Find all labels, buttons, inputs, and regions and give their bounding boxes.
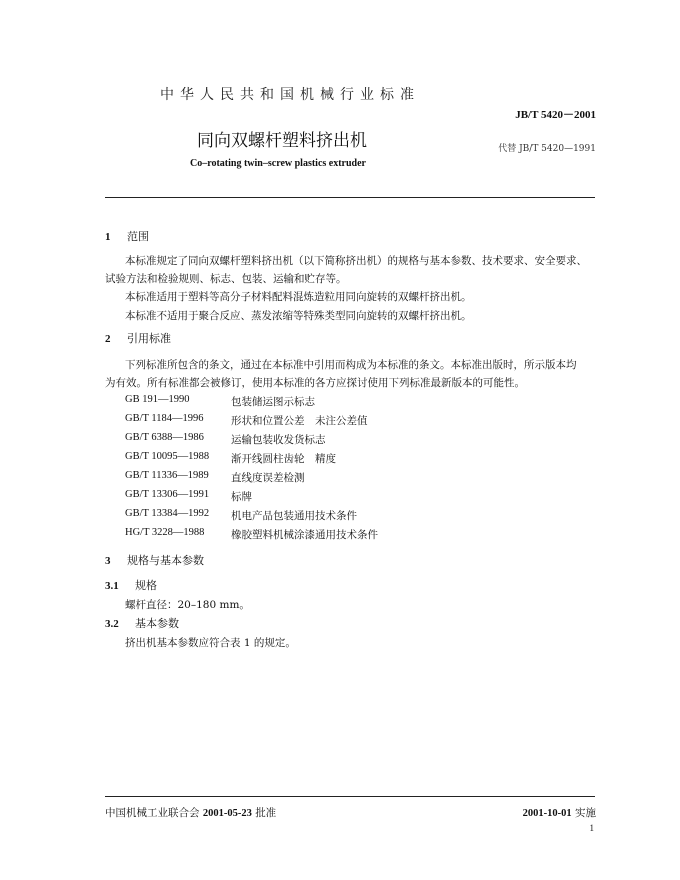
page-number: 1: [589, 823, 594, 833]
effective-info: [523, 805, 596, 820]
document-title-en: Co–rotating twin–screw plastics extruder: [190, 158, 366, 169]
scope-paragraph-line: 本标准规定了同向双螺杆塑料挤出机（以下简称挤出机）的规格与基本参数、技术要求、安全要求、: [125, 255, 587, 267]
reference-title: 形状和位置公差 未注公差值: [231, 415, 368, 427]
reference-title: 包装储运图示标志: [231, 396, 315, 408]
approve-label: 批准: [255, 807, 277, 819]
reference-title: 机电产品包装通用技术条件: [231, 510, 357, 522]
reference-title: 橡胶塑料机械涂漆通用技术条件: [231, 529, 378, 541]
section-title: 引用标准: [127, 332, 171, 345]
header-divider: [105, 197, 595, 198]
section-1-heading: [105, 228, 149, 244]
reference-code: GB/T 1184—1996: [125, 413, 204, 424]
footer-divider: [105, 796, 595, 797]
approval-info: [105, 805, 276, 820]
document-title-cn: 同向双螺杆塑料挤出机: [197, 131, 367, 151]
section-2-heading: [105, 330, 171, 346]
reference-title: 运输包装收发货标志: [231, 434, 326, 446]
subsection-title: 基本参数: [135, 617, 179, 630]
subsection-3-2-heading: [105, 615, 179, 631]
reference-code: GB/T 6388—1986: [125, 432, 204, 443]
reference-title: 直线度误差检测: [231, 472, 305, 484]
section-number: 3: [105, 555, 111, 567]
reference-code: GB/T 13384—1992: [125, 508, 210, 519]
reference-code: GB 191—1990: [125, 394, 190, 405]
subsection-number: 3.1: [105, 580, 119, 592]
section-number: 2: [105, 333, 111, 345]
section-title: 范围: [127, 230, 149, 243]
issuer: 中国机械工业联合会: [105, 807, 200, 819]
standard-number: JB/T 5420－2001: [515, 109, 596, 121]
reference-title: 渐开线圆柱齿轮 精度: [231, 453, 336, 465]
subsection-number: 3.2: [105, 618, 119, 630]
section-title: 规格与基本参数: [127, 554, 204, 567]
replaces-standard: 代替 JB/T 5420—1991: [498, 144, 596, 154]
basic-parameters-text: 挤出机基本参数应符合表 1 的规定。: [125, 637, 296, 649]
screw-diameter-spec: 螺杆直径：20–180 mm。: [125, 599, 250, 611]
scope-applicability: 本标准适用于塑料等高分子材料配料混炼造粒用同向旋转的双螺杆挤出机。: [125, 291, 472, 303]
reference-title: 标牌: [231, 491, 252, 503]
references-paragraph-line: 下列标准所包含的条文，通过在本标准中引用而构成为本标准的条文。本标准出版时，所示版本均: [125, 359, 577, 371]
standard-category: 中华人民共和国机械行业标准: [160, 87, 420, 103]
scope-exclusion: 本标准不适用于聚合反应、蒸发浓缩等特殊类型同向旋转的双螺杆挤出机。: [125, 310, 472, 322]
subsection-title: 规格: [135, 579, 157, 592]
approve-date: 2001-05-23: [202, 808, 252, 819]
section-3-heading: [105, 552, 204, 568]
subsection-3-1-heading: [105, 577, 157, 593]
references-paragraph-line: 为有效。所有标准都会被修订，使用本标准的各方应探讨使用下列标准最新版本的可能性。: [105, 377, 525, 389]
reference-code: GB/T 13306—1991: [125, 489, 210, 500]
reference-code: GB/T 10095—1988: [125, 451, 210, 462]
scope-paragraph-line: 试验方法和检验规则、标志、包装、运输和贮存等。: [105, 273, 347, 285]
reference-code: GB/T 11336—1989: [125, 470, 209, 481]
effective-label: 实施: [575, 807, 596, 819]
section-number: 1: [105, 231, 111, 243]
reference-code: HG/T 3228—1988: [125, 527, 205, 538]
effective-date: 2001-10-01: [522, 808, 572, 819]
